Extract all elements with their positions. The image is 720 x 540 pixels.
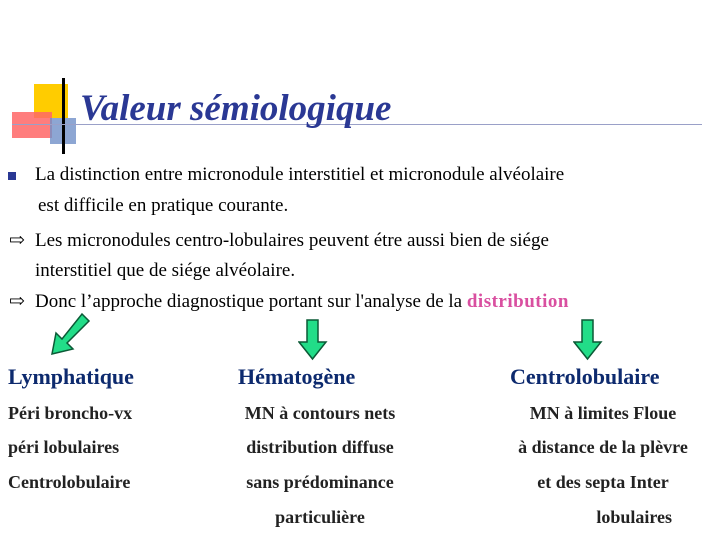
arrow-to-lymphatique-icon (44, 310, 94, 360)
bullet-1-line-2: est difficile en pratique courante. (38, 195, 289, 216)
col2-line-1: MN à contours nets (244, 403, 396, 423)
bullet-3-line (35, 292, 569, 311)
col1-line-2: péri lobulaires (8, 437, 120, 457)
col3-line-3: et des septa Inter (537, 472, 669, 492)
distribution-highlight: distribution (466, 291, 569, 312)
column-heading-lymphatique: Lymphatique (8, 364, 134, 389)
col2-line-2: distribution diffuse (246, 437, 394, 457)
logo-vertical-line (62, 78, 65, 154)
arrow-to-hematogene-icon (298, 318, 328, 362)
bullet-arrow-icon: ⇨ (9, 291, 25, 312)
col3-line-2: à distance de la plèvre (518, 437, 688, 457)
arrow-to-centrolobulaire-icon (573, 318, 603, 362)
col3-line-4: lobulaires (596, 507, 672, 527)
col2-line-3: sans prédominance (246, 472, 394, 492)
bullet-3-text: Donc l’approche diagnostique portant sur l'analyse de la (35, 291, 463, 312)
col1-line-1: Péri broncho-vx (8, 403, 133, 423)
col1-line-3: Centrolobulaire (8, 472, 131, 492)
col3-line-1: MN à limites Floue (529, 403, 677, 423)
bullet-square-icon (8, 172, 16, 180)
bullet-2-line-1: Les micronodules centro-lobulaires peuvent étre aussi bien de siége (35, 230, 549, 251)
bullet-2-line-2: interstitiel que de siége alvéolaire. (35, 260, 296, 281)
column-heading-centrolobulaire: Centrolobulaire (510, 364, 660, 389)
logo-square-red (12, 112, 52, 138)
slide-title: Valeur sémiologique (80, 88, 392, 129)
column-heading-hematogene: Hématogène (238, 364, 356, 389)
bullet-1-line-1: La distinction entre micronodule interstitiel et micronodule alvéolaire (35, 164, 565, 185)
bullet-arrow-icon: ⇨ (9, 230, 25, 251)
col2-line-4: particulière (275, 507, 365, 527)
